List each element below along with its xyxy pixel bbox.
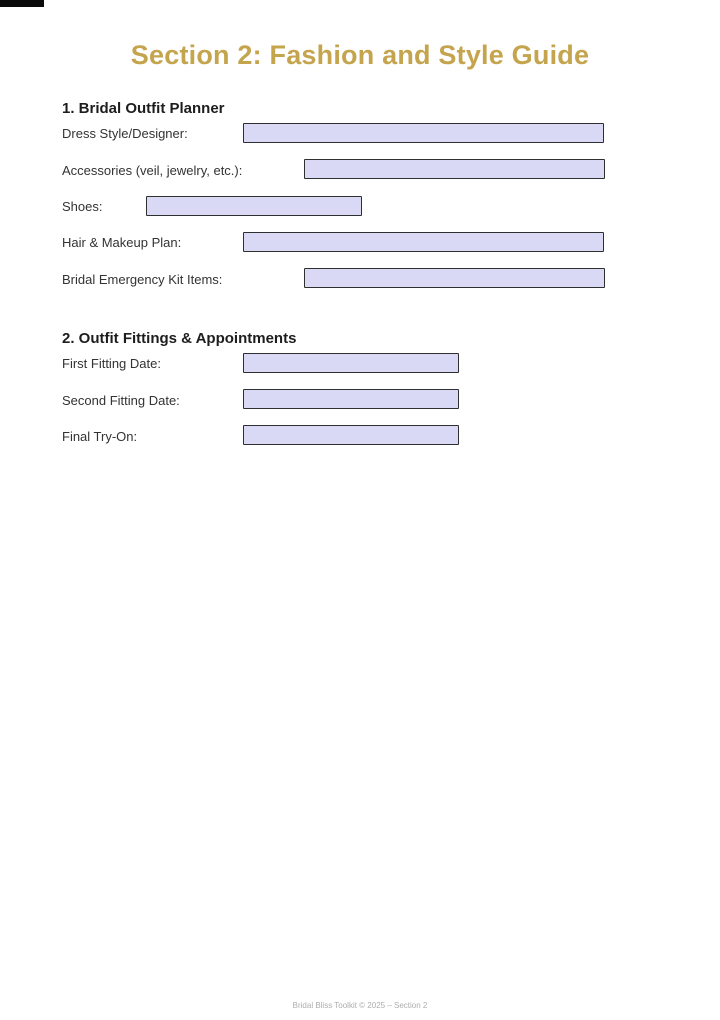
field-label-second-fitting: Second Fitting Date: <box>62 393 180 408</box>
field-label-final-tryon: Final Try-On: <box>62 429 138 444</box>
dress-style-input[interactable] <box>243 123 604 143</box>
field-label-first-fitting: First Fitting Date: <box>62 356 161 371</box>
section-heading-outfit-fittings: 2. Outfit Fittings & Appointments <box>62 330 297 347</box>
field-label-hair-makeup: Hair & Makeup Plan: <box>62 235 182 250</box>
second-fitting-input[interactable] <box>243 389 459 409</box>
first-fitting-input[interactable] <box>243 353 459 373</box>
section-heading-bridal-outfit-planner: 1. Bridal Outfit Planner <box>62 100 225 117</box>
field-label-dress-style: Dress Style/Designer: <box>62 126 188 141</box>
hair-makeup-input[interactable] <box>243 232 604 252</box>
final-tryon-input[interactable] <box>243 425 459 445</box>
shoes-input[interactable] <box>146 196 362 216</box>
page-title: Section 2: Fashion and Style Guide <box>130 40 590 70</box>
field-label-shoes: Shoes: <box>62 199 103 214</box>
field-label-accessories: Accessories (veil, jewelry, etc.): <box>62 163 243 178</box>
page-footer: Bridal Bliss Toolkit © 2025 – Section 2 <box>292 1001 428 1010</box>
emergency-kit-input[interactable] <box>304 268 605 288</box>
page-corner-artifact <box>0 0 44 7</box>
accessories-input[interactable] <box>304 159 605 179</box>
field-label-emergency-kit: Bridal Emergency Kit Items: <box>62 272 223 287</box>
